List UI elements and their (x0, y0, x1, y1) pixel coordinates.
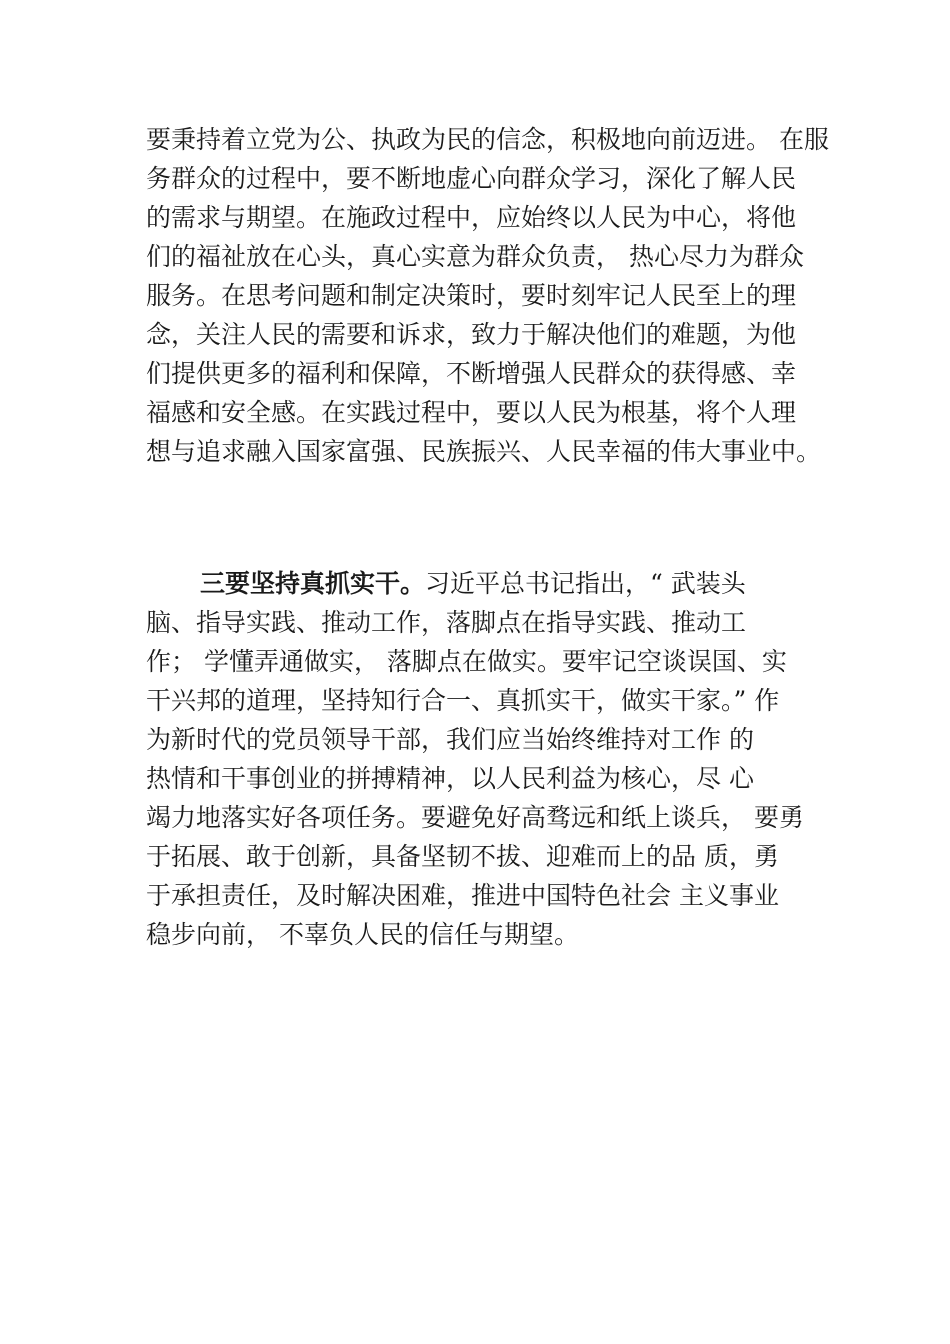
paragraph-line: 们的福祉放在心头，真心实意为群众负责， 热心尽力为群众 (146, 242, 804, 271)
paragraph-line: 稳步向前， 不辜负人民的信任与期望。 (146, 920, 579, 949)
paragraph-line: 脑、指导实践、推动工作，落脚点在指导实践、推动工 (146, 608, 747, 637)
paragraph-line: 们提供更多的福利和保障，不断增强人民群众的获得感、幸 (146, 359, 797, 388)
paragraph-line: 干兴邦的道理，坚持知行合一、真抓实干，做实干家。” 作 (146, 686, 780, 715)
paragraph-line: 务群众的过程中，要不断地虚心向群众学习，深化了解人民 (146, 164, 797, 193)
paragraph-first-line (146, 564, 846, 603)
paragraph-line: 于拓展、敢于创新，具备坚韧不拔、迎难而上的品 质，勇 (146, 842, 779, 871)
paragraph-line: 热情和干事创业的拼搏精神，以人民利益为核心，尽 心 (146, 764, 754, 793)
paragraph-line: 竭力地落实好各项任务。要避免好高骛远和纸上谈兵， 要勇 (146, 803, 804, 832)
paragraph-2 (146, 564, 846, 954)
paragraph-line: 要秉持着立党为公、执政为民的信念，积极地向前迈进。 在服 (146, 125, 829, 154)
paragraph-line: 于承担责任，及时解决困难，推进中国特色社会 主义事业 (146, 881, 779, 910)
paragraph-line: 想与追求融入国家富强、民族振兴、人民幸福的伟大事业中。 (146, 437, 822, 466)
paragraph-line: 福感和安全感。在实践过程中，要以人民为根基，将个人理 (146, 398, 797, 427)
paragraph-line: 的需求与期望。在施政过程中，应始终以人民为中心，将他 (146, 203, 797, 232)
paragraph-line-rest: 习近平总书记指出，“ 武装头 (425, 569, 746, 598)
paragraph-line: 念，关注人民的需要和诉求，致力于解决他们的难题，为他 (146, 320, 797, 349)
paragraph-line: 为新时代的党员领导干部，我们应当始终维持对工作 的 (146, 725, 754, 754)
section-heading: 三要坚持真抓实干。 (200, 569, 426, 598)
paragraph-line: 作； 学懂弄通做实， 落脚点在做实。要牢记空谈误国、实 (146, 647, 787, 676)
paragraph-1 (146, 120, 846, 471)
paragraph-line: 服务。在思考问题和制定决策时，要时刻牢记人民至上的理 (146, 281, 797, 310)
